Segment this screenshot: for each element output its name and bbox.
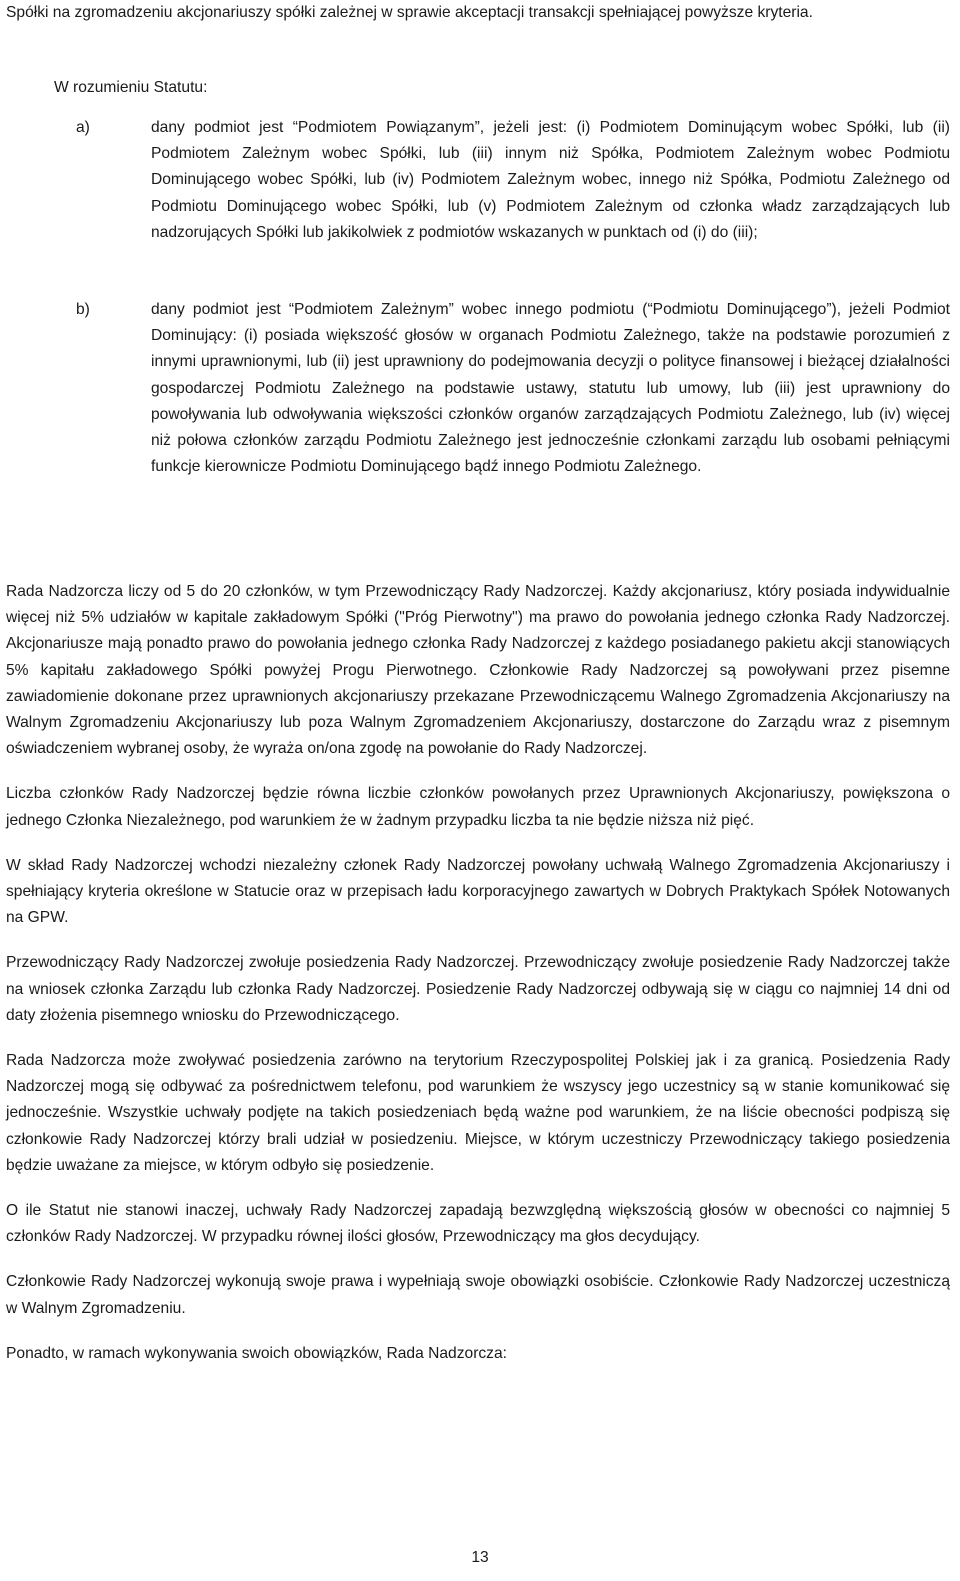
definition-item-a <box>6 115 950 246</box>
body-paragraphs <box>6 579 950 1386</box>
definition-item-b <box>6 297 950 480</box>
intro-paragraph: Spółki na zgromadzeniu akcjonariuszy spółki zależnej w sprawie akceptacji transakcji spełniającej powyższe kryteria. <box>6 4 813 21</box>
list-marker-b: b) <box>76 301 90 318</box>
paragraph-independent-member: W skład Rady Nadzorczej wchodzi niezależny członek Rady Nadzorczej powołany uchwałą Walnego Zgromadzenia Akcjonariuszy i spełniający kryteria określone w Statucie oraz w przepisach ładu korporacyjnego zawartych w Dobrych Praktykach Spółek Notowanych na GPW. <box>6 856 950 927</box>
definition-text-a: dany podmiot jest “Podmiotem Powiązanym”, jeżeli jest: (i) Podmiotem Dominującym wobec Spółki, lub (ii) Podmiotem Zależnym wobec Spółki, lub (iii) innym niż Spółka, Podmiotem Zależnym wobec Podmiotu Dominującego wobec Spółki, lub (iv) Podmiotem Zależnym wobec, innego niż Spółka, Podmiotu Zależnego od Podmiotu Dominującego wobec Spółki, lub (v) Podmiotem Zależnym od członka władz zarządzających lub nadzorujących Spółki lub jakikolwiek z podmiotów wskazanych w punktach od (i) do (iii); <box>151 119 950 241</box>
definitions-heading: W rozumieniu Statutu: <box>54 79 208 96</box>
list-marker-a: a) <box>76 119 90 136</box>
definition-text-b: dany podmiot jest “Podmiotem Zależnym” wobec innego podmiotu (“Podmiotu Dominującego”), jeżeli Podmiot Dominujący: (i) posiada większość głosów w organach Podmiotu Zależnego, także na podstawie porozumień z innymi uprawnionymi, lub (ii) jest uprawniony do podejmowania decyzji o polityce finansowej i bieżącej działalności gospodarczej Podmiotu Zależnego na podstawie ustawy, statutu lub umowy, lub (iii) jest uprawniony do powoływania lub odwoływania większości członków organów zarządzających Podmiotu Zależnego, lub (iv) więcej niż połowa członków zarządu Podmiotu Zależnego jest jednocześnie członkami zarządu lub osobami pełniącymi funkcje kierownicze Podmiotu Dominującego bądź innego Podmiotu Zależnego. <box>151 301 950 476</box>
paragraph-further-duties: Ponadto, w ramach wykonywania swoich obowiązków, Rada Nadzorcza: <box>6 1344 507 1362</box>
paragraph-meeting-location: Rada Nadzorcza może zwoływać posiedzenia zarówno na terytorium Rzeczypospolitej Polskiej jak i za granicą. Posiedzenia Rady Nadzorczej mogą się odbywać za pośrednictwem telefonu, pod warunkiem że wszyscy jego uczestnicy są w stanie komunikować się jednocześnie. Wszystkie uchwały podjęte na takich posiedzeniach będą ważne pod warunkiem, że na liście obecności podpiszą się członkowie Rady Nadzorczej którzy brali udział w posiedzeniu. Miejsce, w którym uczestniczy Przewodniczący takiego posiedzenia będzie uważane za miejsce, w którym odbyło się posiedzenie. <box>6 1052 950 1174</box>
paragraph-board-size: Liczba członków Rady Nadzorczej będzie równa liczbie członków powołanych przez Uprawnionych Akcjonariuszy, powiększona o jednego Członka Niezależnego, pod warunkiem że w żadnym przypadku liczba ta nie będzie niższa niż pięć. <box>6 785 950 829</box>
page-number: 13 <box>471 1549 489 1566</box>
paragraph-board-composition: Rada Nadzorcza liczy od 5 do 20 członków, w tym Przewodniczący Rady Nadzorczej. Każdy akcjonariusz, który posiada indywidualnie więcej niż 5% udziałów w kapitale zakładowym Spółki ("Próg Pierwotny") ma prawo do powołania jednego członka Rady Nadzorczej. Akcjonariusze mają ponadto prawo do powołania jednego członka Rady Nadzorczej z każdego posiadanego pakietu akcji stanowiących 5% kapitału zakładowego Spółki powyżej Progu Pierwotnego. Członkowie Rady Nadzorczej są powoływani przez pisemne zawiadomienie dokonane przez uprawnionych akcjonariuszy przekazane Przewodniczącemu Walnego Zgromadzenia Akcjonariuszy na Walnym Zgromadzeniu Akcjonariuszy lub poza Walnym Zgromadzeniem Akcjonariuszy, dostarczone do Zarządu wraz z pisemnym oświadczeniem wybranej osoby, że wyraża on/ona zgodę na powołanie do Rady Nadzorczej. <box>6 583 950 758</box>
paragraph-personal-duties: Członkowie Rady Nadzorczej wykonują swoje prawa i wypełniają swoje obowiązki osobiście. Członkowie Rady Nadzorczej uczestniczą w Walnym Zgromadzeniu. <box>6 1273 950 1317</box>
paragraph-convening-meetings: Przewodniczący Rady Nadzorczej zwołuje posiedzenia Rady Nadzorczej. Przewodniczący zwołuje posiedzenie Rady Nadzorczej także na wniosek członka Zarządu lub członka Rady Nadzorczej. Posiedzenie Rady Nadzorczej odbywają się w ciągu co najmniej 14 dni od daty złożenia pisemnego wniosku do Przewodniczącego. <box>6 954 950 1024</box>
paragraph-resolutions: O ile Statut nie stanowi inaczej, uchwały Rady Nadzorczej zapadają bezwzględną większością głosów w obecności co najmniej 5 członków Rady Nadzorczej. W przypadku równej ilości głosów, Przewodniczący ma głos decydujący. <box>6 1202 950 1246</box>
